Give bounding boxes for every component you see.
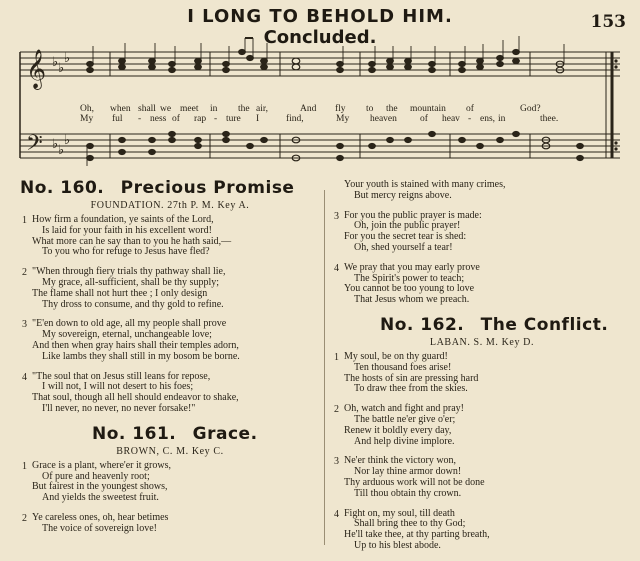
verse-line: The voice of sovereign love! (42, 522, 157, 534)
verse (22, 370, 320, 415)
treble-clef-icon: 𝄞 (26, 49, 47, 89)
lyric-syllable: My (336, 114, 350, 124)
lyric-syllable: - (214, 114, 218, 124)
verse-line: "E'en down to old age, all my people shall prove (32, 318, 227, 330)
bass-notes (87, 131, 584, 166)
verse-line: Ye careless ones, oh, hear betimes (32, 511, 169, 523)
column-divider (324, 190, 325, 545)
tune-line: FOUNDATION. 27th P. M. Key A. (90, 200, 250, 211)
bass-clef-icon: 𝄢 (26, 131, 43, 161)
lyric-syllable: meet (180, 104, 199, 114)
lyric-syllable: Oh, (80, 104, 94, 114)
hymn-title: Precious Promise (120, 178, 295, 198)
hymn-162-verses (332, 352, 632, 552)
svg-text:♭: ♭ (52, 55, 59, 70)
hymn-number: No. 162. (380, 314, 465, 335)
music-staves (0, 30, 640, 180)
verse-line: "The soul that on Jesus still leans for repose, (32, 370, 211, 382)
verse-line: Oh, shed yourself a tear! (354, 241, 453, 253)
verse-number: 1 (334, 351, 339, 363)
lyric-syllable: shall (138, 104, 156, 114)
lyric-syllable: find, (286, 114, 304, 124)
verse-line: Ne'er think the victory won, (344, 455, 457, 467)
verse-line: "When through fiery trials thy pathway shall lie, (32, 266, 226, 278)
lyric-syllable: of (420, 114, 428, 124)
hymn-title: I LONG TO BEHOLD HIM. (187, 6, 453, 27)
verse-line: Up to his blest abode. (354, 539, 441, 551)
lyric-syllable: air, (256, 104, 269, 114)
key-signature-flats-icon (52, 51, 70, 158)
verse (22, 318, 320, 362)
verse (22, 214, 320, 258)
verse-line: Nor lay thine armor down! (354, 466, 462, 478)
verse-line: My soul, be on thy guard! (344, 350, 448, 362)
verse-line: Thy dross to consume, and thy gold to refine. (42, 298, 224, 310)
verse-line: Of pure and heavenly root; (42, 470, 150, 482)
lyric-syllable: the (238, 104, 250, 114)
lyric-syllable: thee. (540, 114, 559, 124)
treble-notes (87, 36, 564, 73)
verse-line: Thy arduous work will not be done (344, 476, 485, 488)
lyric-syllable: to (366, 104, 374, 114)
verse-line: The battle ne'er give o'er; (354, 413, 456, 425)
hymn-title: The Conflict. (480, 314, 609, 335)
svg-text:♭: ♭ (58, 61, 65, 76)
lyric-syllable: And (300, 104, 317, 114)
verse (22, 511, 320, 535)
verse-line: Fight on, my soul, till death (344, 507, 455, 519)
verse-line: Oh, join the public prayer! (354, 220, 461, 232)
lyric-syllable: My (80, 114, 94, 124)
tune-line: BROWN, C. M. Key C. (116, 445, 224, 457)
left-column (20, 178, 320, 544)
verse-number: 3 (334, 210, 339, 222)
verse-number: 3 (22, 319, 27, 331)
verse-line: My grace, all-sufficient, shall be thy supply; (42, 276, 219, 288)
verse-line: Oh, watch and fight and pray! (344, 403, 464, 415)
hymn-161-verses (20, 461, 320, 535)
verse-line: The Spirit's power to teach; (354, 272, 465, 284)
verse-number: 2 (22, 267, 27, 279)
verse-line: That Jesus whom we preach. (354, 294, 470, 306)
svg-text:♭: ♭ (52, 137, 59, 152)
verse-number: 4 (22, 371, 27, 383)
lyric-syllable: heaven (370, 114, 397, 124)
hymn-number: No. 160. (20, 178, 105, 198)
verse-number: 4 (334, 262, 339, 274)
verse-line: Till thou obtain thy crown. (354, 487, 462, 499)
verse-number: 1 (22, 215, 27, 226)
lyric-syllable: ness (150, 114, 167, 124)
lyric-syllable: when (110, 104, 131, 114)
hymn-161-heading (92, 424, 320, 444)
verse (334, 261, 632, 306)
hymn-number: No. 161. (92, 423, 177, 444)
lyric-syllable: - (138, 114, 142, 124)
verse-line: Grace is a plant, where'er it grows, (32, 459, 171, 471)
verse-line: Shall bring thee to thy God; (354, 518, 466, 530)
verse-line: And help divine implore. (354, 435, 455, 447)
lyric-syllable: we (160, 104, 172, 114)
verse-number: 2 (22, 512, 27, 524)
verse-line: To you who for refuge to Jesus have fled? (42, 246, 210, 258)
lyric-syllable: ful (112, 114, 123, 124)
verse-line: That soul, though all hell should endeavor to shake, (32, 392, 239, 404)
verse-line: How firm a foundation, ye saints of the Lord, (32, 214, 214, 225)
verse-line: My sovereign, eternal, unchangeable love; (42, 329, 212, 341)
verse (334, 350, 632, 395)
verse (334, 403, 632, 447)
lyric-syllable: the (386, 104, 398, 114)
verse-line: What more can he say than to you he hath said,— (32, 235, 232, 247)
verse-line: The hosts of sin are pressing hard (344, 372, 479, 384)
hymn-title-suffix: Concluded. (263, 27, 377, 48)
hymn-160-heading (20, 178, 320, 198)
hymn-162-heading (380, 315, 632, 335)
lyric-syllable: - (468, 114, 472, 124)
svg-text:♭: ♭ (58, 143, 65, 158)
right-column (332, 180, 632, 561)
verse-line: I will not, I will not desert to his foes; (42, 381, 194, 393)
verse-line: The flame shall not hurt thee ; I only design (32, 287, 208, 299)
lyric-syllable: God? (520, 104, 541, 114)
lyric-syllable: fly (335, 104, 346, 114)
lyric-syllable: of (466, 104, 474, 114)
lyric-syllable: I (256, 114, 260, 124)
verse (334, 507, 632, 552)
verse-number: 4 (334, 508, 339, 520)
verse-line: Like lambs they shall still in my bosom be borne. (42, 350, 240, 362)
lyric-syllable: ture (226, 114, 241, 124)
verse-number: 1 (22, 460, 27, 472)
verse-line: He'll take thee, at thy parting breath, (344, 529, 490, 541)
verse-line: Your youth is stained with many crimes, (344, 179, 506, 190)
verse-line: Is laid for your faith in his excellent word! (42, 224, 212, 236)
verse-line: For you the secret tear is shed: (344, 231, 467, 243)
verse-line: Renew it boldly every day, (344, 424, 452, 436)
lyric-syllable: mountain (410, 104, 446, 114)
lyric-syllable: rap (194, 114, 207, 124)
verse-line: You cannot be too young to love (344, 283, 475, 295)
verse-line: But mercy reigns above. (354, 189, 452, 201)
verse-line: Ten thousand foes arise! (354, 361, 452, 373)
verse-line: For you the public prayer is made: (344, 209, 482, 221)
verse-continuation (344, 180, 632, 202)
hymn-160-verses (20, 215, 320, 415)
verse (334, 209, 632, 254)
lyric-syllable: ens, (480, 114, 496, 124)
tune-line: LABAN. S. M. Key D. (429, 336, 535, 348)
verse-number: 2 (334, 404, 339, 416)
verse-line: And yields the sweetest fruit. (42, 492, 159, 504)
verse (334, 455, 632, 499)
verse (22, 266, 320, 310)
verse-line: We pray that you may early prove (344, 261, 480, 273)
hymn-161-continued (332, 180, 632, 306)
lyric-syllable: heav (442, 114, 460, 124)
hymn-title: Grace. (192, 423, 258, 444)
verse-line: I'll never, no never, no never forsake!" (42, 402, 196, 414)
lyric-syllable: in (498, 114, 506, 124)
svg-text:♭: ♭ (64, 51, 71, 66)
lyric-syllable: of (172, 114, 180, 124)
verse-line: And then when gray hairs shall their temples adorn, (32, 339, 239, 351)
verse-line: But fairest in the youngest shows, (32, 481, 168, 493)
verse (22, 459, 320, 504)
verse-line: To draw thee from the skies. (354, 383, 468, 395)
verse-number: 3 (334, 456, 339, 468)
lyric-syllable: in (210, 104, 218, 114)
music-score (0, 30, 640, 180)
page-number: 153 (590, 12, 626, 32)
svg-text:♭: ♭ (64, 133, 71, 148)
